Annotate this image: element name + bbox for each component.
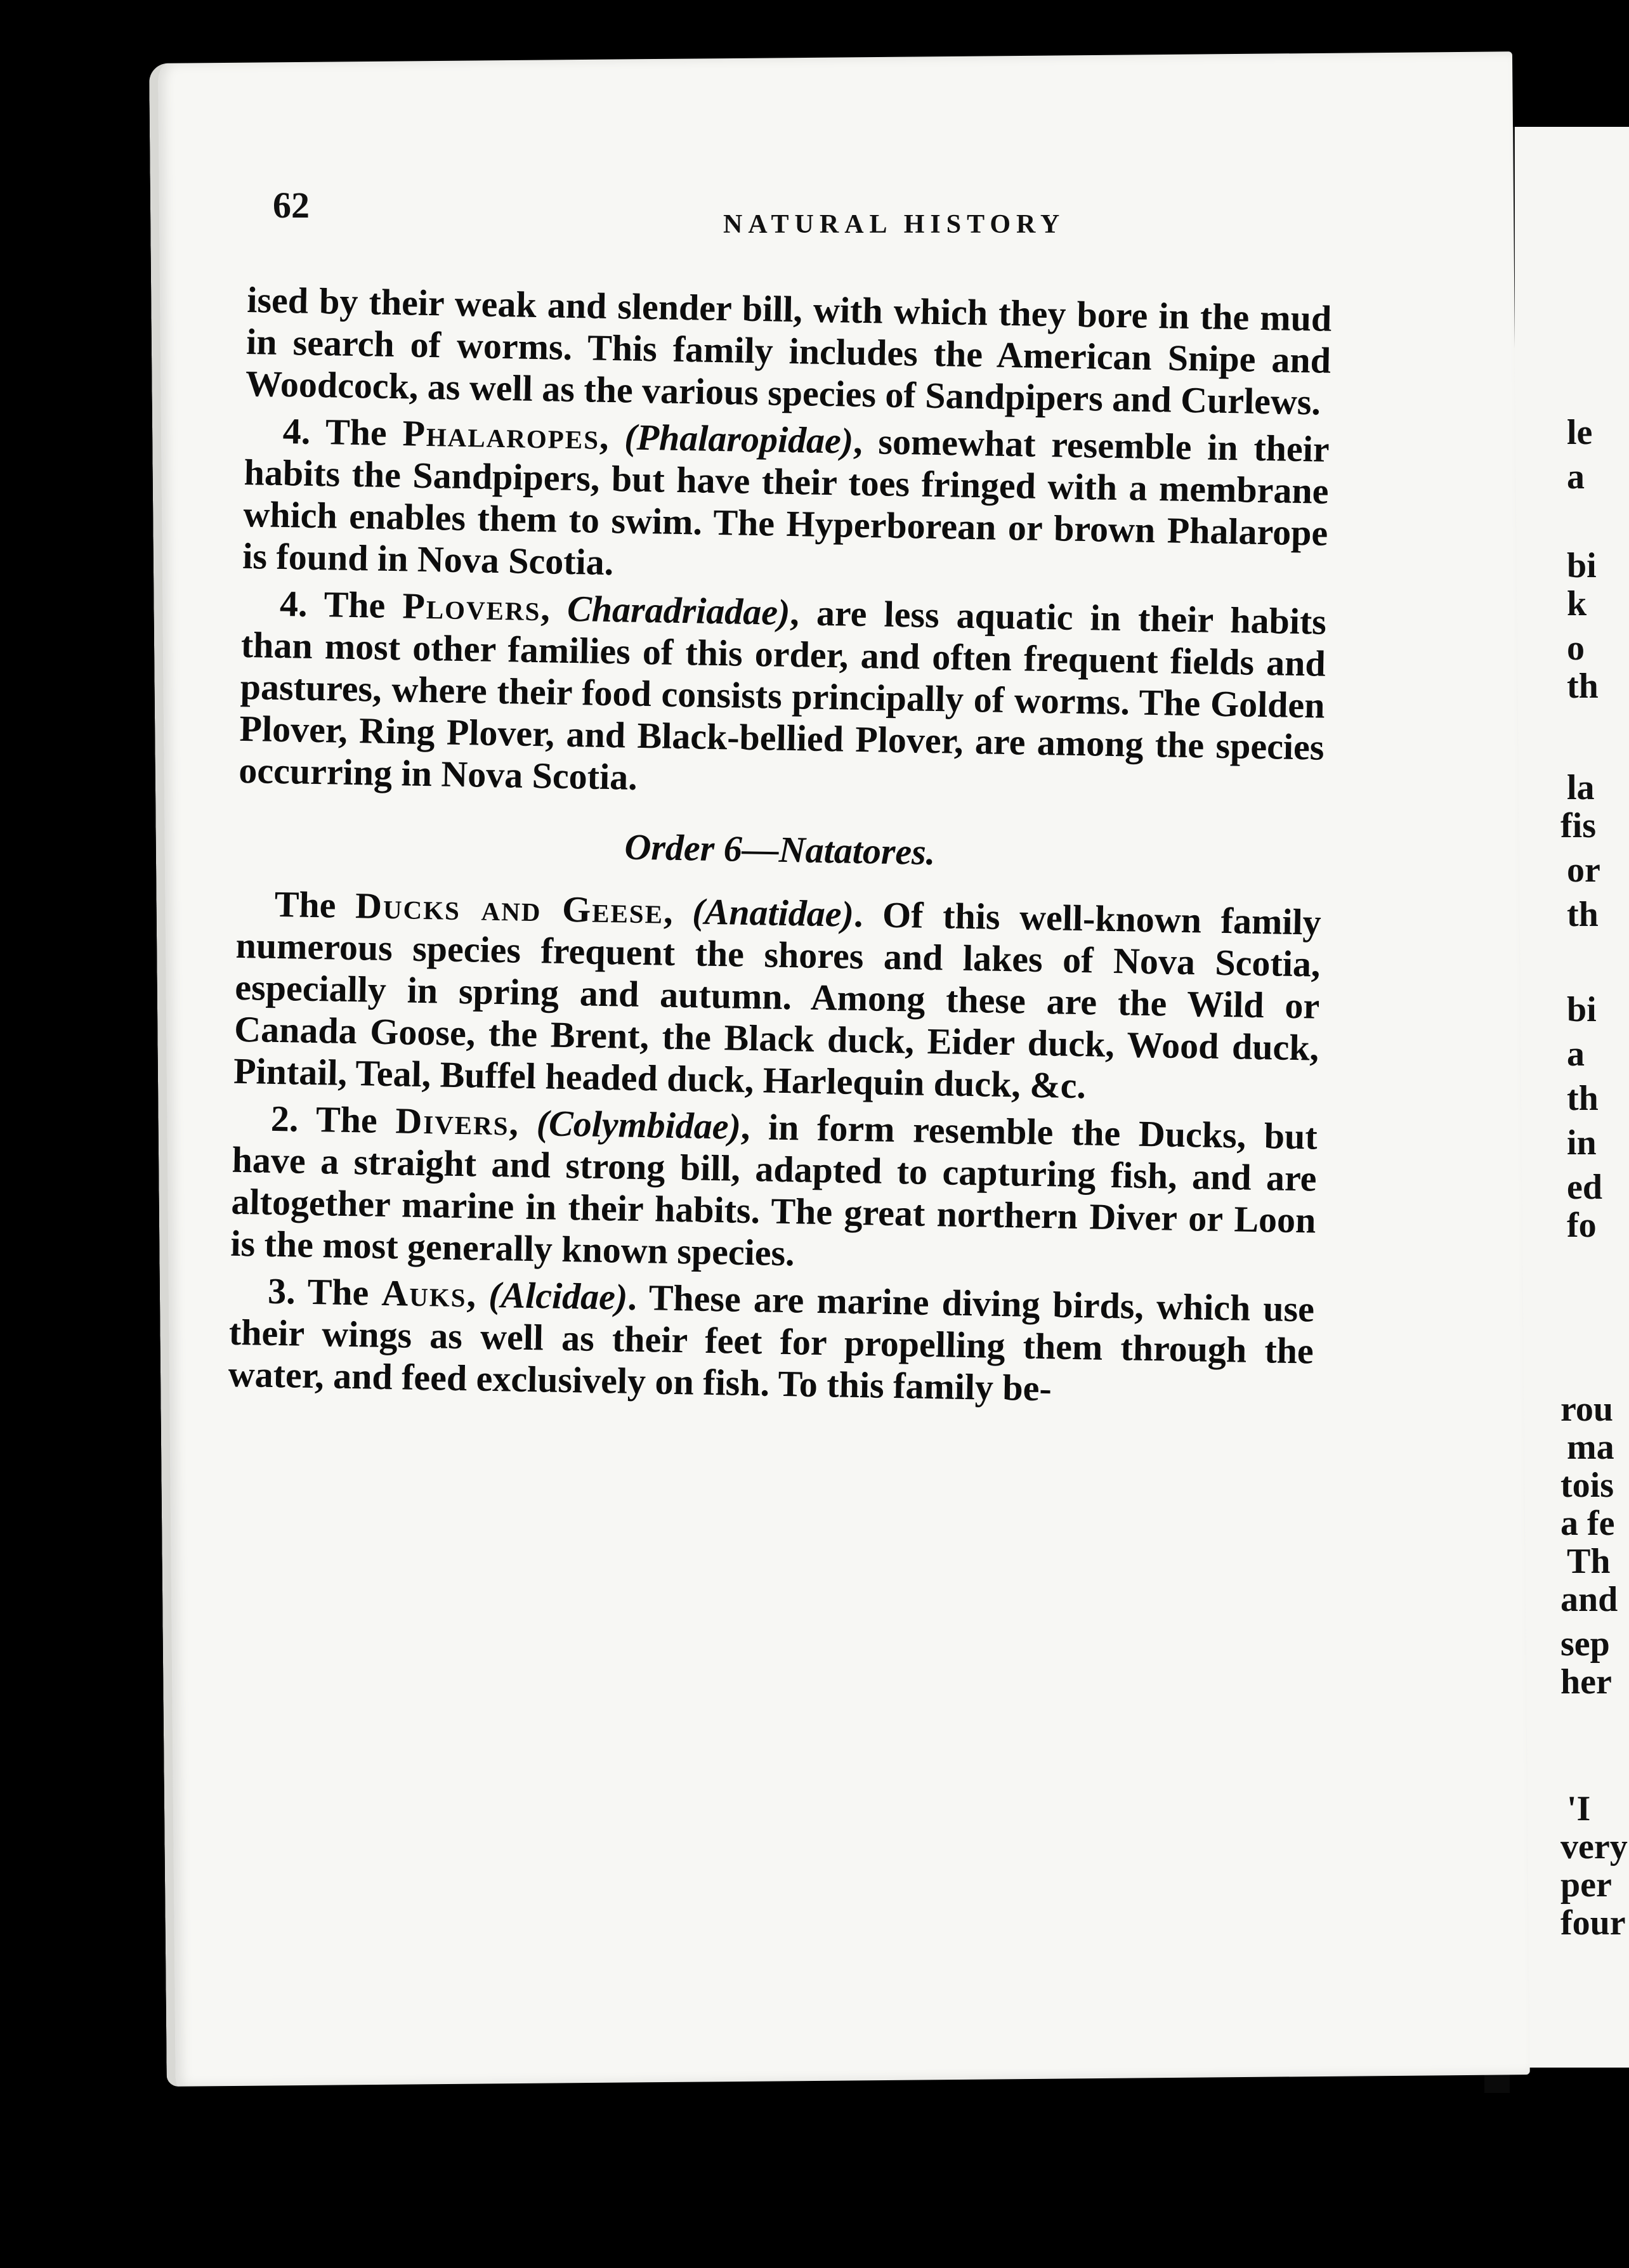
adjacent-page-fragment: k	[1567, 584, 1587, 623]
adjacent-page-fragment: fo	[1567, 1206, 1597, 1245]
paragraph-lead: The	[274, 883, 356, 927]
adjacent-page-fragment: 'I	[1567, 1789, 1591, 1828]
section-number: 2. The	[270, 1097, 396, 1142]
paragraph-plovers: 4. The Plovers, Charadriadae), are less aquatic in their habits than most other families of this order, and often frequent fields and pastures, where their food consists principally of worms. The Golden Plover, Ring Plover, and Black-bellied Plover, are among the species occurring in Nova Scotia.	[238, 582, 1327, 798]
adjacent-page-fragment: bi	[1567, 990, 1597, 1029]
scientific-name: (Phalaropidae)	[624, 416, 854, 462]
adjacent-page-fragment: four	[1560, 1903, 1626, 1943]
adjacent-page-fragment: her	[1560, 1662, 1612, 1702]
adjacent-page-fragment: Th	[1567, 1542, 1611, 1581]
paragraph-snipes: ised by their weak and slender bill, with which they bore in the mud in search of worms. This family includes the American Snipe and Woodcock, as well as the various species of Sandpipers and Curlews.	[245, 279, 1332, 423]
family-name: Phalaropes	[402, 412, 600, 457]
adjacent-page-fragment: and	[1560, 1580, 1618, 1619]
paragraph-divers: 2. The Divers, (Colymbidae), in form resemble the Ducks, but have a straight and strong bill, adapted to capturing fish, and are altogether marine in their habits. The great northern Diver or Loon is the most generally known species.	[230, 1097, 1318, 1274]
adjacent-page-fragment: le	[1567, 413, 1593, 452]
paragraph-auks: 3. The Auks, (Alcidae). These are marine diving birds, which use their wings as well as their feet for propelling them through the water, and feed exclusively on fish. To this family be-	[228, 1270, 1315, 1409]
paragraph-text: , somewhat resemble in their habits the Sandpipers, but have their toes fringed with a membrane which enables them to swim. The Hyperborean or brown Phalarope is found in Nova Scotia.	[242, 420, 1330, 583]
family-name: Divers	[395, 1100, 510, 1144]
running-title: NATURAL HISTORY	[723, 210, 1066, 239]
adjacent-page-fragment: la	[1567, 768, 1595, 807]
paragraph-text: . Of this well-known family numerous species frequent the shores and lakes of Nova Scotia, especially in spring and autumn. Among these are the Wild or Canada Goose, the Brent, the Black duck, Eider duck, Wood duck, Pintail, Teal, Buffel headed duck, Harlequin duck, &c.	[233, 893, 1322, 1107]
adjacent-page-fragment: a	[1567, 457, 1585, 497]
scientific-name: Charadriadae)	[566, 587, 790, 634]
family-name: Plovers	[402, 585, 542, 629]
paragraph-text: , are less aquatic in their habits than most other families of this order, and often frequent fields and pastures, where their food consists principally of worms. The Golden Plover, Ring Plover, and Black-bellied Plover, are among the species occurring in Nova Scotia.	[238, 592, 1327, 798]
scientific-name: (Anatidae)	[691, 890, 854, 935]
adjacent-page-fragment: per	[1560, 1865, 1612, 1905]
adjacent-page-fragment: bi	[1567, 546, 1597, 585]
adjacent-page-fragment: sep	[1560, 1624, 1610, 1664]
adjacent-page-fragment: or	[1567, 850, 1600, 890]
adjacent-page-fragment: very	[1560, 1827, 1628, 1867]
adjacent-page-fragment: tois	[1560, 1466, 1614, 1505]
adjacent-page-fragment: th	[1567, 667, 1599, 706]
adjacent-page-fragment: th	[1567, 895, 1599, 934]
section-number: 3. The	[267, 1270, 383, 1313]
family-name: Auks	[381, 1272, 468, 1315]
section-number: 4. The	[279, 582, 403, 627]
scientific-name: (Colymbidae)	[536, 1102, 742, 1147]
paragraph-text: , in form resemble the Ducks, but have a straight and strong bill, adapted to capturing fish, and are altogether marine in their habits. The great northern Diver or Loon is the most generally known species.	[230, 1105, 1318, 1274]
page-number: 62	[273, 185, 310, 226]
scientific-name: (Alcidae)	[488, 1274, 628, 1318]
paragraph-ducks-geese: The Ducks and Geese, (Anatidae). Of this well-known family numerous species frequent the shores and lakes of Nova Scotia, especially in spring and autumn. Among these are the Wild or Canada Goose, the Brent, the Black duck, Eider duck, Wood duck, Pintail, Teal, Buffel headed duck, Harlequin duck, &c.	[233, 883, 1322, 1107]
order-heading: Order 6—Natatores.	[624, 826, 936, 873]
adjacent-page-fragment: a	[1567, 1034, 1585, 1074]
adjacent-page-fragment: a fe	[1560, 1504, 1615, 1543]
adjacent-page-fragment: in	[1567, 1123, 1597, 1163]
adjacent-page-fragment: th	[1567, 1079, 1599, 1118]
paragraph-text: . These are marine diving birds, which use their wings as well as their feet for propelling them through the water, and feed exclusively on fish. To this family be-	[228, 1276, 1315, 1409]
adjacent-page-fragment: rou	[1560, 1390, 1613, 1429]
adjacent-page-fragment: ma	[1567, 1428, 1614, 1467]
page-body	[228, 279, 1332, 1419]
paragraph-phalaropes: 4. The Phalaropes, (Phalaropidae), somewhat resemble in their habits the Sandpipers, but have their toes fringed with a membrane which enables them to swim. The Hyperborean or brown Phalarope is found in Nova Scotia.	[242, 410, 1330, 583]
adjacent-page-fragment: ed	[1567, 1168, 1602, 1207]
adjacent-page-fragment: fis	[1560, 806, 1596, 845]
adjacent-page-fragment: o	[1567, 629, 1585, 668]
section-number: 4. The	[282, 410, 403, 454]
family-name: Ducks and Geese	[355, 885, 664, 932]
